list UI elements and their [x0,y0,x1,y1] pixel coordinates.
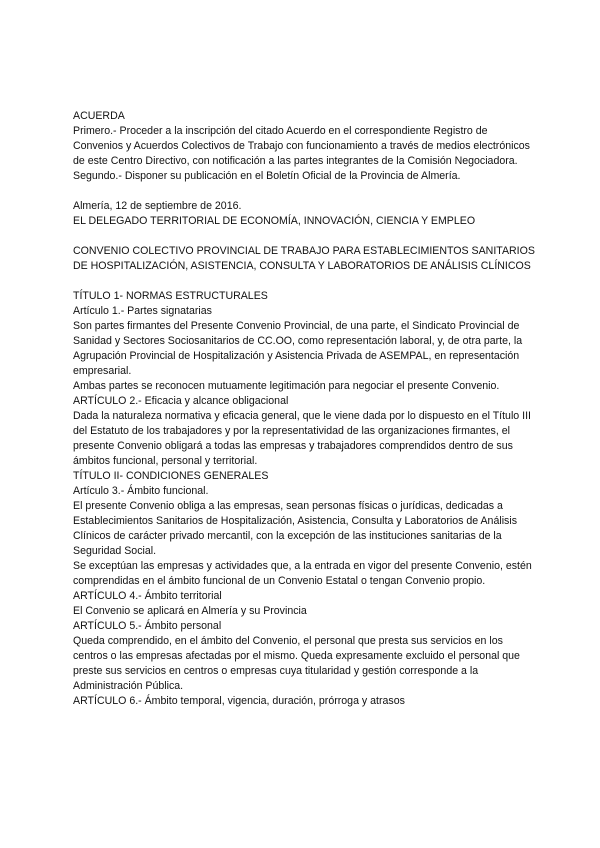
articulo-1-heading: Artículo 1.- Partes signatarias [73,305,212,317]
articulo-1-paragraph-1: Son partes firmantes del Presente Convenio Provincial, de una parte, el Sindicato Provincial de Sanidad y Sectores Sociosanitarios de CC.OO, como representación laboral, y, de otra parte, la Agrupación Provincial de Hospitalización y Asistencia Privada de ASEMPAL, en representación empresarial. [73,320,523,377]
articulo-3-paragraph-1: El presente Convenio obliga a las empresas, sean personas físicas o jurídicas, dedicadas a Establecimientos Sanitarios de Hospitalización, Asistencia, Consulta y Laboratorios de Análisis Clínicos de carácter privado mercantil, con la excepción de las instituciones sanitarias de la Seguridad Social. [73,500,517,557]
articulo-3-heading: Artículo 3.- Ámbito funcional. [73,485,209,497]
date-line: Almería, 12 de septiembre de 2016. [73,200,242,212]
titulo-1-heading: TÍTULO 1- NORMAS ESTRUCTURALES [73,290,268,302]
convenio-title: CONVENIO COLECTIVO PROVINCIAL DE TRABAJO PARA ESTABLECIMIENTOS SANITARIOS DE HOSPITALIZACIÓN, ASISTENCIA, CONSULTA Y LABORATORIOS DE ANÁLISIS CLÍNICOS [73,245,535,272]
articulo-6-heading: ARTÍCULO 6.- Ámbito temporal, vigencia, duración, prórroga y atrasos [73,695,405,707]
delegado-signature: EL DELEGADO TERRITORIAL DE ECONOMÍA, INNOVACIÓN, CIENCIA Y EMPLEO [73,215,476,227]
titulo-2-heading: TÍTULO II- CONDICIONES GENERALES [73,470,269,482]
articulo-2-paragraph-1: Dada la naturaleza normativa y eficacia general, que le viene dada por lo dispuesto en el Título III del Estatuto de los trabajadores y por la representatividad de las organizaciones firmantes, el presente Convenio obligará a todas las empresas y trabajadores comprendidos dentro de sus ámbitos funcional, personal y territorial. [73,410,531,467]
primero-paragraph: Primero.- Proceder a la inscripción del citado Acuerdo en el correspondiente Registro de Convenios y Acuerdos Colectivos de Trabajo con funcionamiento a través de medios electrónicos de este Centro Directivo, con notificación a las partes integrantes de la Comisión Negociadora. [73,125,530,167]
acuerda-heading: ACUERDA [73,110,125,122]
segundo-paragraph: Segundo.- Disponer su publicación en el Boletín Oficial de la Provincia de Almería. [73,170,461,182]
articulo-5-heading: ARTÍCULO 5.- Ámbito personal [73,620,222,632]
articulo-4-heading: ARTÍCULO 4.- Ámbito territorial [73,590,222,602]
articulo-5-paragraph-1: Queda comprendido, en el ámbito del Convenio, el personal que presta sus servicios en los centros o las empresas afectadas por el mismo. Queda expresamente excluido el personal que preste sus servicios en centros o empresas cuya titularidad y gestión corresponde a la Administración Pública. [73,635,520,692]
document-body [73,109,535,709]
articulo-1-paragraph-2: Ambas partes se reconocen mutuamente legitimación para negociar el presente Convenio. [73,380,500,392]
articulo-4-paragraph-1: El Convenio se aplicará en Almería y su Provincia [73,605,307,617]
articulo-3-paragraph-2: Se exceptúan las empresas y actividades que, a la entrada en vigor del presente Convenio, estén comprendidas en el ámbito funcional de un Convenio Estatal o tengan Convenio propio. [73,560,532,587]
articulo-2-heading: ARTÍCULO 2.- Eficacia y alcance obligacional [73,395,289,407]
